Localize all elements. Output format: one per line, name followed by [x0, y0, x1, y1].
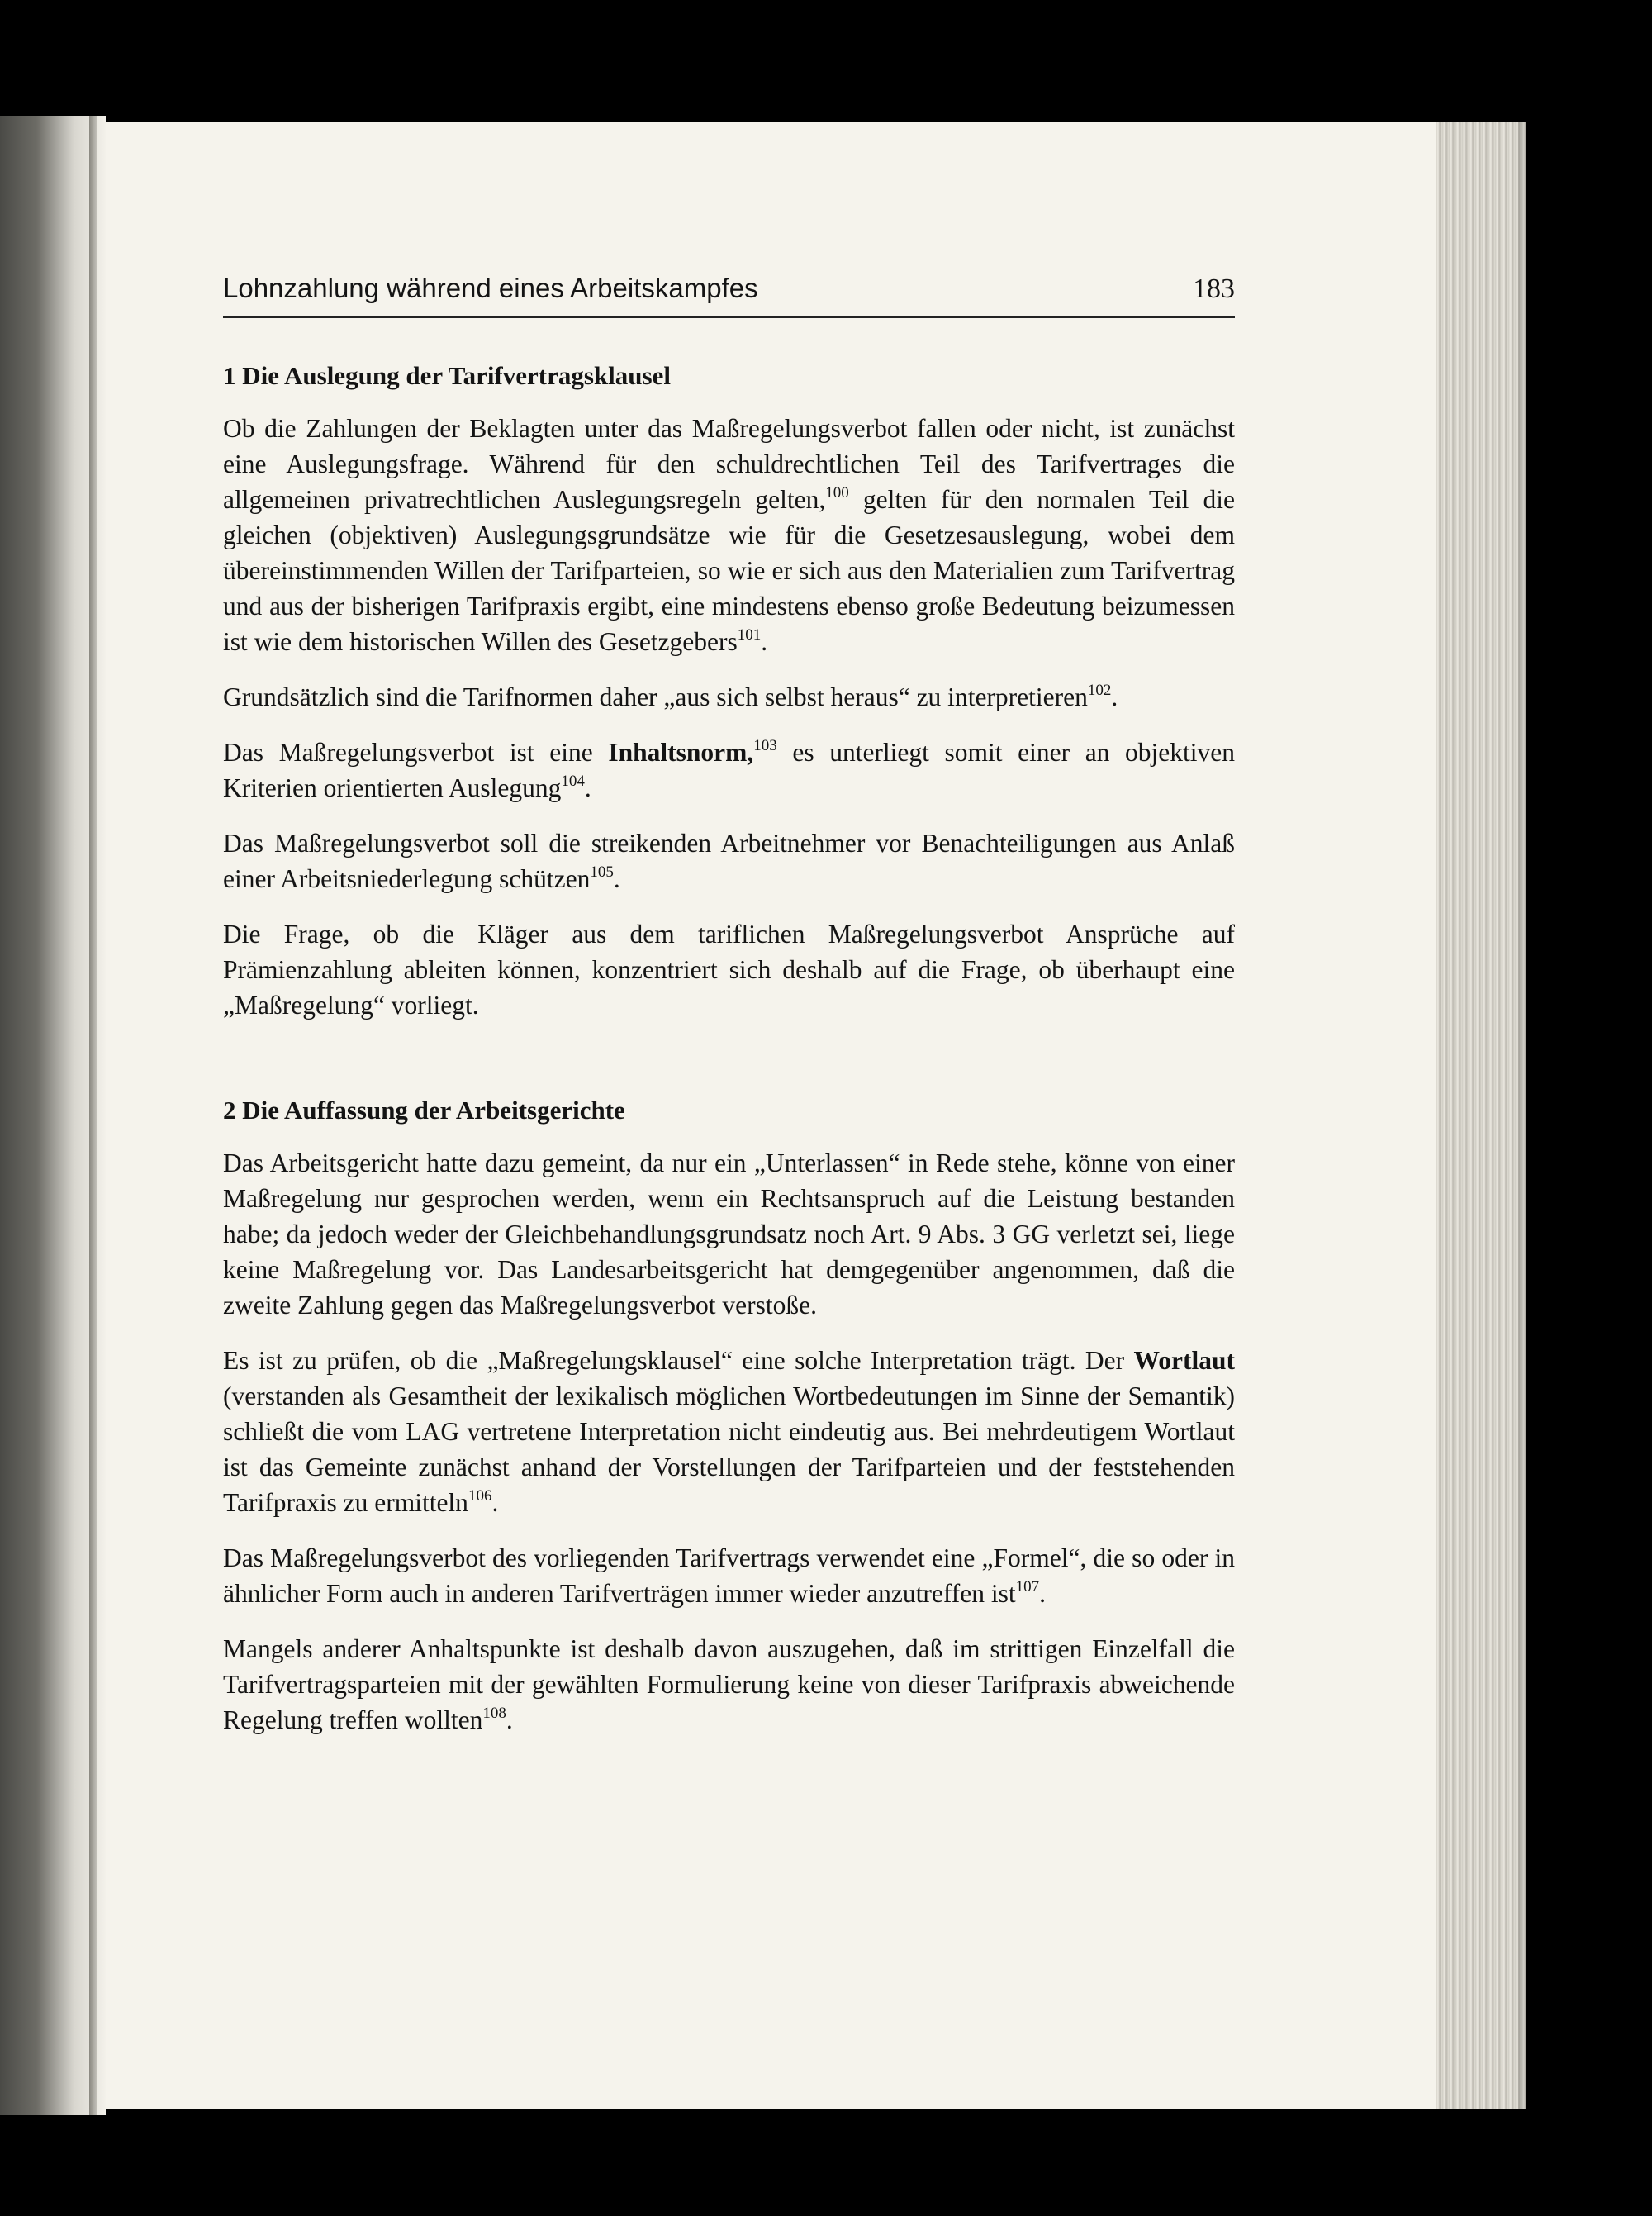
paragraph: Das Maßregelungsverbot soll die streikenden Arbeitnehmer vor Benachteiligungen aus Anlaß einer Arbeitsniederlegung schützen$^{105}$.	[223, 829, 1235, 893]
emphasis-term: Wortlaut	[1133, 1346, 1235, 1375]
paragraph: Es ist zu prüfen, ob die „Maßregelungsklausel“ eine solche Interpretation trägt. Der Wortlaut (verstanden als Gesamtheit der lexikalisch möglichen Wortbedeutungen im Sinne der Semantik) schließt die vom LAG vertretene Interpretation nicht eindeutig aus. Bei mehrdeutigem Wortlaut ist das Gemeinte zunächst anhand der Vorstellungen der Tarifparteien und der feststehenden Tarifpraxis zu ermitteln$^{106}$.	[223, 1346, 1235, 1517]
section-heading-1: 1 Die Auslegung der Tarifvertragsklausel	[223, 361, 671, 390]
footnote-ref[interactable]: 107	[1015, 1577, 1040, 1595]
page-edges	[1436, 122, 1526, 2109]
paragraph: Das Arbeitsgericht hatte dazu gemeint, da nur ein „Unterlassen“ in Rede stehe, könne von einer Maßregelung nur gesprochen werden, wenn ein Rechtsanspruch auf die Leistung bestanden habe; da jedoch weder der Gleichbehandlungsgrundsatz noch Art. 9 Abs. 3 GG verletzt sei, liege keine Maßregelung vor. Das Landesarbeitsgericht hat demgegenüber angenommen, daß die zweite Zahlung gegen das Maßregelungsverbot verstoße.	[223, 1148, 1235, 1320]
footnote-ref[interactable]: 104	[561, 772, 585, 790]
footnote-ref[interactable]: 102	[1087, 681, 1112, 699]
footnote-ref[interactable]: 103	[753, 736, 777, 754]
paragraph: Ob die Zahlungen der Beklagten unter das Maßregelungsverbot fallen oder nicht, ist zunächst eine Auslegungsfrage. Während für den schuldrechtlichen Teil des Tarifvertrages die allgemeinen privatrechtlichen Auslegungsregeln gelten,$^{100}$ gelten für den normalen Teil die gleichen (objektiven) Auslegungsgrundsätze wie für die Gesetzesauslegung, wobei dem übereinstimmenden Willen der Tarifparteien, so wie er sich aus den Materialien zum Tarifvertrag und aus der bisherigen Tarifpraxis ergibt, eine mindestens ebenso große Bedeutung beizumessen ist wie dem historischen Willen des Gesetzgebers$^{101}$.	[223, 414, 1235, 656]
footnote-ref[interactable]: 106	[468, 1486, 492, 1505]
footnote-ref[interactable]: 105	[590, 863, 614, 881]
running-header	[223, 273, 1235, 318]
section-heading-2: 2 Die Auffassung der Arbeitsgerichte	[223, 1096, 625, 1125]
emphasis-term: Inhaltsnorm,	[608, 738, 754, 767]
page-content	[223, 273, 1235, 1738]
paragraph: Grundsätzlich sind die Tarifnormen daher „aus sich selbst heraus“ zu interpretieren$^{102}$.	[223, 681, 1118, 711]
paragraph: Das Maßregelungsverbot ist eine Inhaltsnorm,$^{103}$ es unterliegt somit einer an objektiven Kriterien orientierten Auslegung$^{104}$.	[223, 736, 1236, 802]
paragraph: Mangels anderer Anhaltspunkte ist deshalb davon auszugehen, daß im strittigen Einzelfall die Tarifvertragsparteien mit der gewählten Formulierung keine von dieser Tarifpraxis abweichende Regelung treffen wollten$^{108}$.	[223, 1634, 1235, 1734]
footnote-ref[interactable]: 108	[482, 1704, 506, 1722]
paragraph: Die Frage, ob die Kläger aus dem tariflichen Maßregelungsverbot Ansprüche auf Prämienzahlung ableiten können, konzentriert sich deshalb auf die Frage, ob überhaupt eine „Maßregelung“ vorliegt.	[223, 920, 1235, 1020]
page-number: 183	[1193, 273, 1235, 304]
running-title: Lohnzahlung während eines Arbeitskampfes	[223, 273, 758, 303]
footnote-ref[interactable]: 100	[825, 483, 849, 502]
footnote-ref[interactable]: 101	[737, 625, 762, 644]
book-gutter	[0, 116, 106, 2115]
paragraph: Das Maßregelungsverbot des vorliegenden Tarifvertrags verwendet eine „Formel“, die so oder in ähnlicher Form auch in anderen Tarifverträgen immer wieder anzutreffen ist$^{107}$.	[223, 1543, 1235, 1608]
